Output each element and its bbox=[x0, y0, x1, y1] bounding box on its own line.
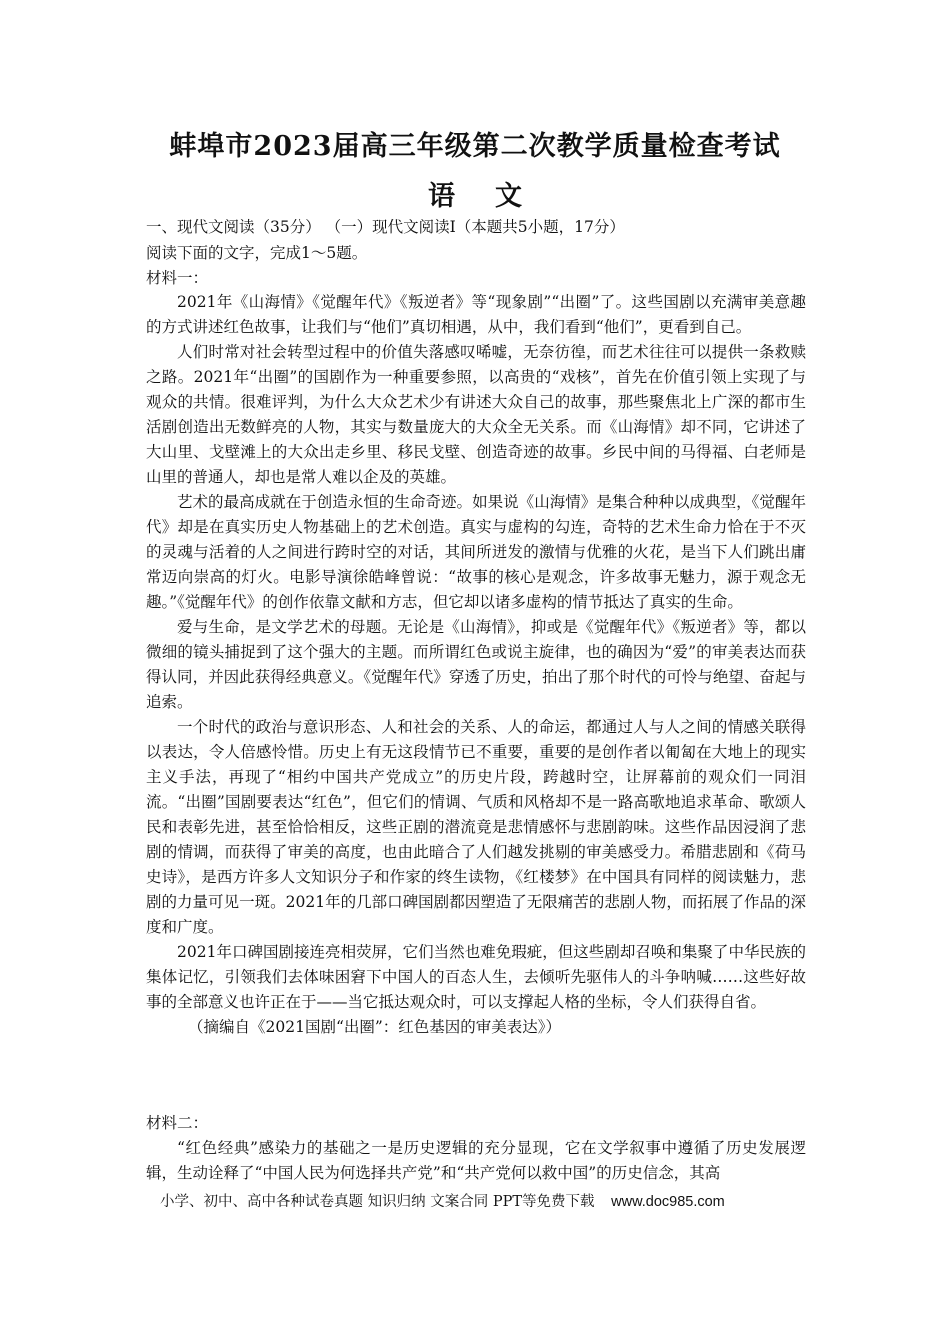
paragraph: 人们时常对社会转型过程中的价值失落感叹唏嘘，无奈彷徨，而艺术往往可以提供一条救赎之路。2021年“出圈”的国剧作为一种重要参照，以高贵的“戏核”，首先在价值引领上实现了与观众的共情。很难评判，为什么大众艺术少有讲述大众自己的故事，那些聚焦北上广深的都市生活剧创造出无数鲜亮的人物，其实与数量庞大的大众全无关系。而《山海情》却不同，它讲述了大山里、戈壁滩上的大众出走乡里、移民戈壁、创造奇迹的故事。乡民中间的马得福、白老师是山里的普通人，却也是常人难以企及的英雄。 bbox=[146, 343, 806, 486]
source-citation: （摘编自《2021国剧“出圈”：红色基因的审美表达》） bbox=[188, 1018, 562, 1036]
paragraph: 一个时代的政治与意识形态、人和社会的关系、人的命运，都通过人与人之间的情感关联得以表达，令人倍感怜惜。历史上有无这段情节已不重要，重要的是创作者以匍匐在大地上的现实主义手法，再现了“相约中国共产党成立”的历史片段，跨越时空，让屏幕前的观众们一同泪流。“出圈”国剧要表达“红色”，但它们的情调、气质和风格却不是一路高歌地追求革命、歌颂人民和表彰先进，甚至恰恰相反，这些正剧的潜流竟是悲情感怀与悲剧韵味。这些作品因浸润了悲剧的情调，而获得了审美的高度，也由此暗合了人们越发挑剔的审美感受力。希腊悲剧和《荷马史诗》，是西方许多人文知识分子和作家的终生读物，《红楼梦》在中国具有同样的阅读魅力，悲剧的力量可见一斑。2021年的几部口碑国剧都因塑造了无限痛苦的悲剧人物，而拓展了作品的深度和广度。 bbox=[146, 718, 806, 936]
paragraph: 艺术的最高成就在于创造永恒的生命奇迹。如果说《山海情》是集合种种以成典型，《觉醒年代》却是在真实历史人物基础上的艺术创造。真实与虚构的勾连，奇特的艺术生命力恰在于不灭的灵魂与活着的人之间进行跨时空的对话，其间所迸发的激情与优雅的火花，是当下人们跳出庸常迈向崇高的灯火。电影导演徐皓峰曾说：“故事的核心是观念，许多故事无魅力，源于观念无趣。”《觉醒年代》的创作依靠文献和方志，但它却以诸多虚构的情节抵达了真实的生命。 bbox=[146, 493, 806, 611]
footer bbox=[160, 1190, 800, 1211]
section-heading: 一、现代文阅读（35分） （一）现代文阅读Ⅰ（本题共5小题，17分） bbox=[146, 218, 625, 236]
paragraph: 2021年《山海情》《觉醒年代》《叛逆者》等“现象剧”“出圈”了。这些国剧以充满审美意趣的方式讲述红色故事，让我们与“他们”真切相遇，从中，我们看到“他们”，更看到自己。 bbox=[146, 293, 806, 336]
material-one-body bbox=[146, 290, 806, 1040]
paragraph: 2021年口碑国剧接连亮相荧屏，它们当然也难免瑕疵，但这些剧却召唤和集聚了中华民族的集体记忆，引领我们去体味困窘下中国人的百态人生，去倾听先驱伟人的斗争呐喊……这些好故事的全部意义也许正在于——当它抵达观众时，可以支撑起人格的坐标，令人们获得自省。 bbox=[146, 943, 806, 1011]
footer-text: 小学、初中、高中各种试卷真题 知识归纳 文案合同 PPT等免费下载 bbox=[160, 1194, 595, 1210]
exam-title: 蚌埠市2023届高三年级第二次教学质量检查考试 bbox=[169, 131, 781, 162]
paragraph: “红色经典”感染力的基础之一是历史逻辑的充分显现，它在文学叙事中遵循了历史发展逻辑，生动诠释了“中国人民为何选择共产党”和“共产党何以救中国”的历史信念，其高 bbox=[146, 1139, 806, 1182]
reading-directive: 阅读下面的文字，完成1～5题。 bbox=[146, 244, 368, 262]
material-two-body bbox=[146, 1111, 806, 1186]
material-one-label: 材料一： bbox=[146, 269, 209, 287]
footer-url[interactable]: www.doc985.com bbox=[611, 1194, 725, 1210]
material-two-label: 材料二： bbox=[146, 1114, 209, 1132]
subject-title: 语文 bbox=[428, 181, 562, 212]
paragraph: 爱与生命，是文学艺术的母题。无论是《山海情》，抑或是《觉醒年代》《叛逆者》等，都以微细的镜头捕捉到了这个强大的主题。而所谓红色或说主旋律，也的确因为“爱”的审美表达而获得认同，并因此获得经典意义。《觉醒年代》穿透了历史，拍出了那个时代的可怜与绝望、奋起与追索。 bbox=[146, 618, 806, 711]
